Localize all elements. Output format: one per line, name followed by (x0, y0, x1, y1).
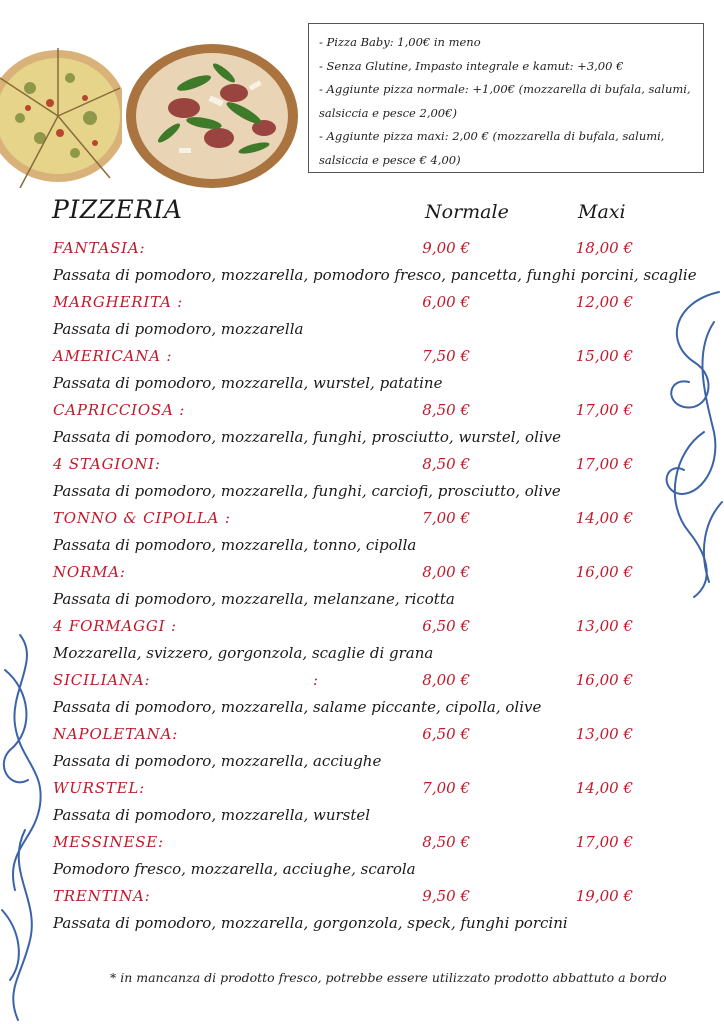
item-description: Passata di pomodoro, mozzarella, wurstel, patatine (53, 374, 443, 392)
menu-item-wurstel (0, 778, 724, 832)
item-description: Passata di pomodoro, mozzarella, funghi, prosciutto, wurstel, olive (53, 428, 562, 446)
item-name: MARGHERITA : (53, 293, 184, 311)
price-normale: 9,50 € (422, 887, 470, 905)
item-description: Passata di pomodoro, mozzarella (53, 320, 304, 338)
column-header-normale: Normale (425, 201, 509, 223)
price-maxi: 14,00 € (575, 779, 633, 797)
item-name: TRENTINA: (53, 887, 151, 905)
price-normale: 6,00 € (422, 293, 470, 311)
item-name: 4 FORMAGGI : (53, 617, 177, 635)
menu-item-americana (0, 346, 724, 400)
price-normale: 6,50 € (422, 617, 470, 635)
pizza-photo-left (0, 38, 122, 188)
item-description: Passata di pomodoro, mozzarella, tonno, cipolla (53, 536, 417, 554)
menu-item-margherita (0, 292, 724, 346)
price-normale: 8,50 € (422, 401, 470, 419)
menu-item-tonno-cipolla (0, 508, 724, 562)
item-name: WURSTEL: (53, 779, 145, 797)
pizza-menu-list (0, 238, 724, 940)
price-maxi: 13,00 € (575, 617, 633, 635)
item-name: AMERICANA : (53, 347, 173, 365)
price-maxi: 17,00 € (575, 455, 633, 473)
item-description: Mozzarella, svizzero, gorgonzola, scaglie di grana (53, 644, 434, 662)
decorative-swirl-left (0, 630, 60, 1024)
decorative-swirl-right (634, 282, 724, 602)
note-pizza-baby: - Pizza Baby: 1,00€ in meno (319, 35, 481, 49)
note-additions-maxi: - Aggiunte pizza maxi: 2,00 € (mozzarella di bufala, salumi, salsiccia e pesce € 4,00) (319, 129, 665, 167)
price-maxi: 12,00 € (575, 293, 633, 311)
price-maxi: 16,00 € (575, 671, 633, 689)
item-description: Passata di pomodoro, mozzarella, wurstel (53, 806, 371, 824)
note-additions-normale: - Aggiunte pizza normale: +1,00€ (mozzarella di bufala, salumi, salsiccia e pesce 2,00€) (319, 82, 691, 120)
item-description: Passata di pomodoro, mozzarella, gorgonzola, speck, funghi porcini (53, 914, 568, 932)
item-name: FANTASIA: (53, 239, 146, 257)
supplements-notes-box (308, 23, 704, 173)
menu-item-norma (0, 562, 724, 616)
menu-item-capricciosa (0, 400, 724, 454)
item-name: CAPRICCIOSA : (53, 401, 186, 419)
price-normale: 8,50 € (422, 455, 470, 473)
item-description: Passata di pomodoro, mozzarella, pomodoro fresco, pancetta, funghi porcini, scaglie (53, 266, 697, 284)
price-maxi: 15,00 € (575, 347, 633, 365)
price-maxi: 16,00 € (575, 563, 633, 581)
menu-item-siciliana (0, 670, 724, 724)
price-normale: 6,50 € (422, 725, 470, 743)
price-normale: 8,00 € (422, 563, 470, 581)
stray-colon: : (313, 671, 319, 689)
item-description: Passata di pomodoro, mozzarella, salame piccante, cipolla, olive (53, 698, 542, 716)
note-gluten-free: - Senza Glutine, Impasto integrale e kamut: +3,00 € (319, 58, 624, 73)
menu-header (0, 195, 724, 235)
footnote: * in mancanza di prodotto fresco, potrebbe essere utilizzato prodotto abbattuto a bordo (110, 970, 667, 985)
price-maxi: 13,00 € (575, 725, 633, 743)
item-description: Passata di pomodoro, mozzarella, melanzane, ricotta (53, 590, 455, 608)
menu-item-trentina (0, 886, 724, 940)
item-description: Passata di pomodoro, mozzarella, funghi, carciofi, prosciutto, olive (53, 482, 561, 500)
price-normale: 8,00 € (422, 671, 470, 689)
pizza-photo-right (124, 38, 299, 188)
price-normale: 8,50 € (422, 833, 470, 851)
item-description: Pomodoro fresco, mozzarella, acciughe, scarola (53, 860, 416, 878)
item-name: MESSINESE: (53, 833, 164, 851)
price-maxi: 19,00 € (575, 887, 633, 905)
price-normale: 7,00 € (422, 779, 470, 797)
item-description: Passata di pomodoro, mozzarella, acciughe (53, 752, 382, 770)
item-name: NORMA: (53, 563, 126, 581)
item-name: SICILIANA: (53, 671, 151, 689)
column-header-maxi: Maxi (578, 201, 626, 223)
menu-item-napoletana (0, 724, 724, 778)
price-normale: 9,00 € (422, 239, 470, 257)
price-maxi: 14,00 € (575, 509, 633, 527)
menu-item-4-formaggi (0, 616, 724, 670)
item-name: 4 STAGIONI: (53, 455, 161, 473)
price-normale: 7,00 € (422, 509, 470, 527)
menu-item-messinese (0, 832, 724, 886)
price-maxi: 17,00 € (575, 833, 633, 851)
item-name: TONNO & CIPOLLA : (53, 509, 231, 527)
menu-item-fantasia (0, 238, 724, 292)
price-normale: 7,50 € (422, 347, 470, 365)
page-title: PIZZERIA (52, 195, 183, 224)
menu-item-4-stagioni (0, 454, 724, 508)
price-maxi: 17,00 € (575, 401, 633, 419)
price-maxi: 18,00 € (575, 239, 633, 257)
item-name: NAPOLETANA: (53, 725, 179, 743)
